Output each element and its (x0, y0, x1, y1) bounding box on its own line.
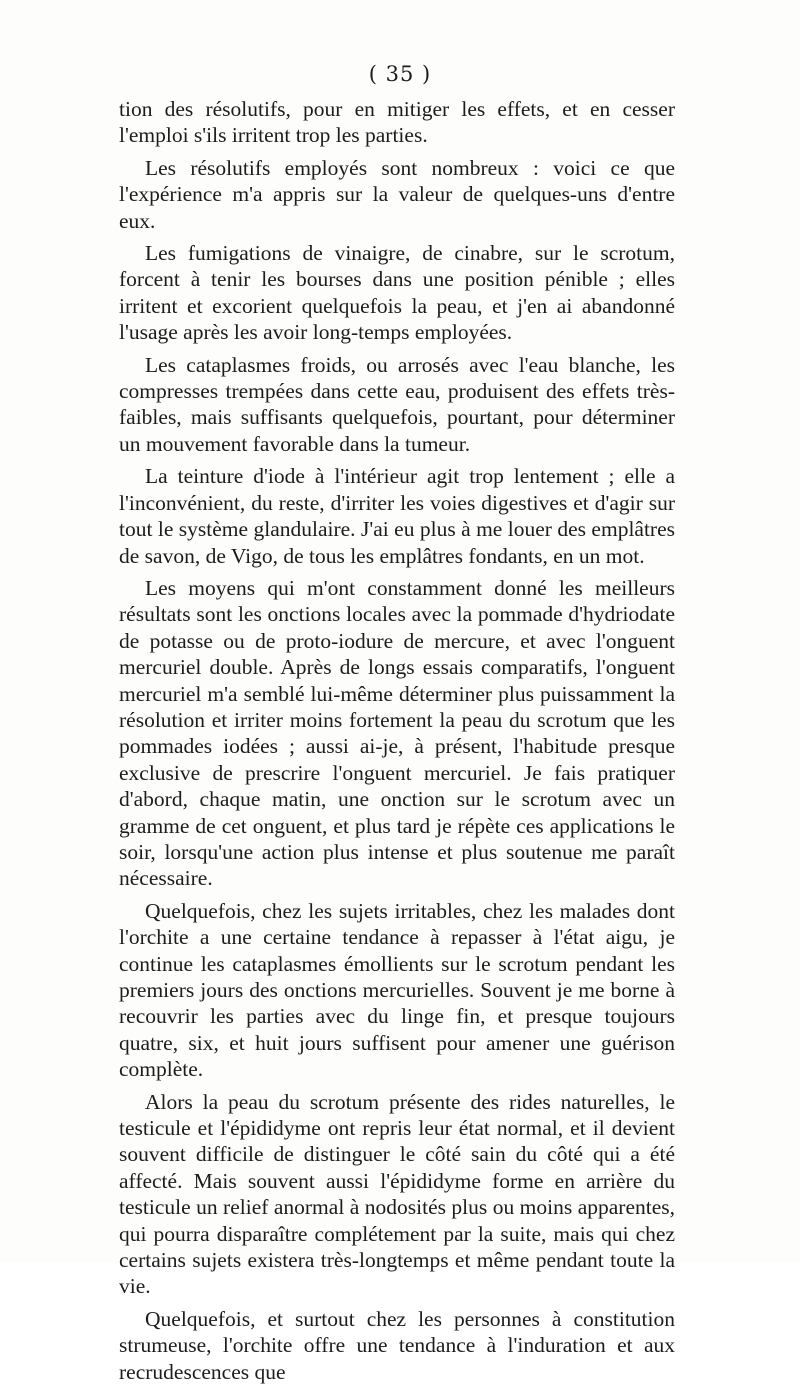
paragraph: tion des résolutifs, pour en mitiger les effets, et en cesser l'emploi s'ils irritent trop les parties. (119, 97, 675, 148)
paragraph: Les cataplasmes froids, ou arrosés avec l'eau blanche, les compresses trempées dans cette eau, produisent des effets très-faibles, mais suffisants quelquefois, pourtant, pour déterminer un mouvement favorable dans la tumeur. (119, 352, 675, 456)
paragraph: Quelquefois, et surtout chez les personnes à constitution strumeuse, l'orchite offre une tendance à l'induration et aux recrudescences que (119, 1306, 675, 1384)
page-number: ( 35 ) (368, 62, 432, 86)
paragraph: Les fumigations de vinaigre, de cinabre, sur le scrotum, forcent à tenir les bourses dans une position pénible ; elles irritent et excorient quelquefois la peau, et j'en ai abandonné l'usage après les avoir long-temps employées. (119, 241, 675, 345)
page-body-text (119, 96, 675, 1391)
paragraph: Les moyens qui m'ont constamment donné les meilleurs résultats sont les onctions locales avec la pommade d'hydriodate de potasse ou de proto-iodure de mercure, et avec l'onguent mercuriel double. Après de longs essais comparatifs, l'onguent mercuriel m'a semblé lui-même déterminer plus puissamment la résolution et irriter moins fortement la peau du scrotum que les pommades iodées ; aussi ai-je, à présent, l'habitude presque exclusive de prescrire l'onguent mercuriel. Je fais pratiquer d'abord, chaque matin, une onction sur le scrotum avec un gramme de cet onguent, et plus tard je répète ces applications le soir, lorsqu'une action plus intense et plus soutenue me paraît nécessaire. (119, 575, 675, 891)
paragraph: Alors la peau du scrotum présente des rides naturelles, le testicule et l'épididyme ont repris leur état normal, et il devient souvent difficile de distinguer le côté sain du côté qui a été affecté. Mais souvent aussi l'épididyme forme en arrière du testicule un relief anormal à nodosités plus ou moins apparentes, qui pourra disparaître complétement par la suite, mais qui chez certains sujets existera très-longtemps et même pendant toute la vie. (119, 1089, 675, 1299)
paragraph: La teinture d'iode à l'intérieur agit trop lentement ; elle a l'inconvénient, du reste, d'irriter les voies digestives et d'agir sur tout le système glandulaire. J'ai eu plus à me louer des emplâtres de savon, de Vigo, de tous les emplâtres fondants, en un mot. (119, 464, 675, 568)
paragraph: Les résolutifs employés sont nombreux : voici ce que l'expérience m'a appris sur la valeur de quelques-uns d'entre eux. (119, 155, 675, 233)
paragraph: Quelquefois, chez les sujets irritables, chez les malades dont l'orchite a une certaine tendance à repasser à l'état aigu, je continue les cataplasmes émollients sur le scrotum pendant les premiers jours des onctions mercurielles. Souvent je me borne à recouvrir les parties avec du linge fin, et presque toujours quatre, six, et huit jours suffisent pour amener une guérison complète. (119, 898, 675, 1082)
